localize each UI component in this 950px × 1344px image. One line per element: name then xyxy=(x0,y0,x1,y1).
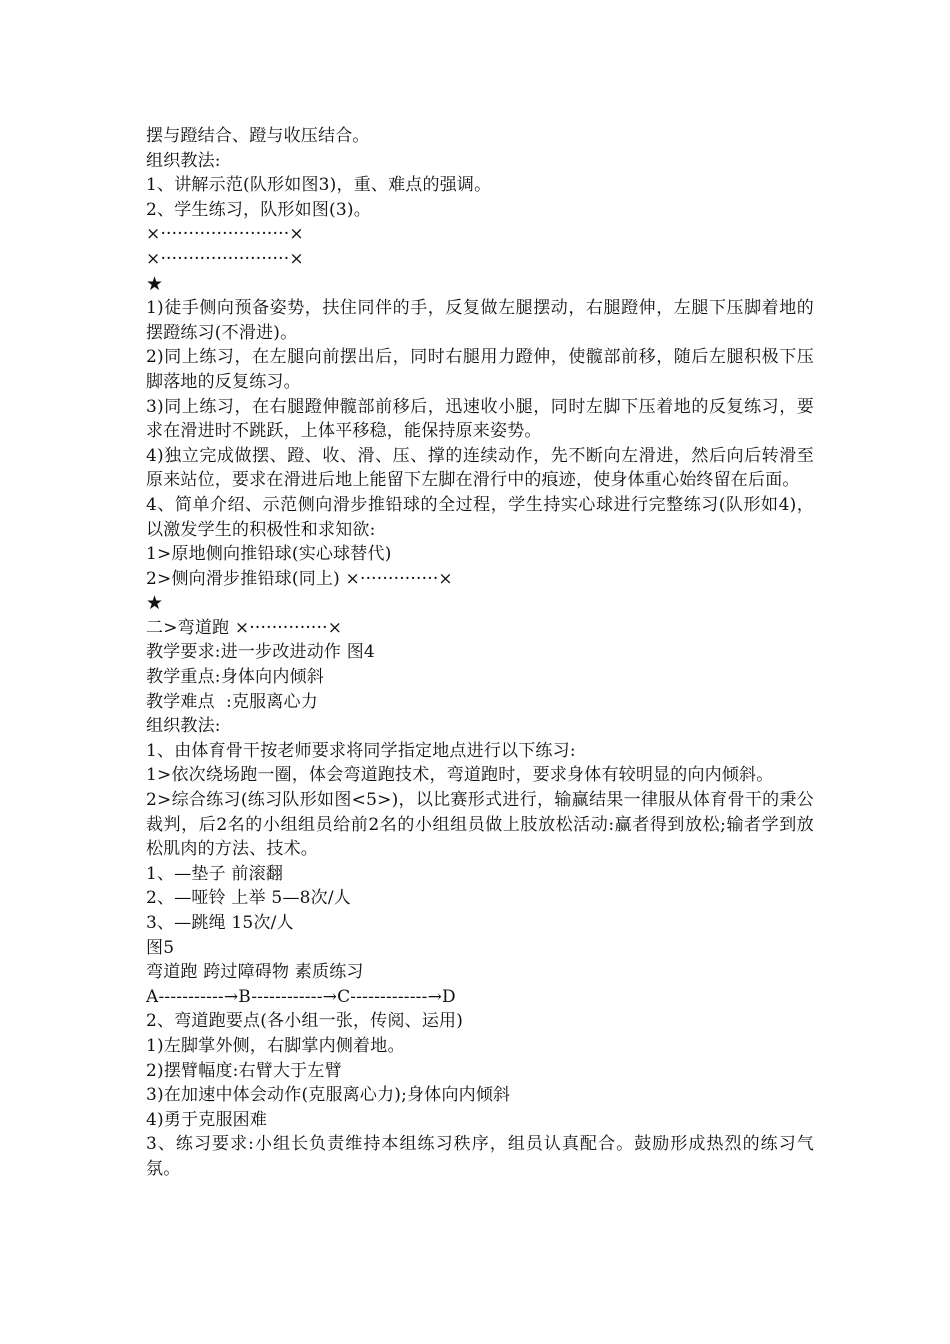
text-line: 二>弯道跑 ×··············× xyxy=(146,617,343,638)
paragraph: 4)独立完成做摆、蹬、收、滑、压、撑的连续动作，先不断向左滑进，然后向后转滑至原来站位，要求在滑进后地上能留下左脚在滑行中的痕迹，使身体重心始终留在后面。 xyxy=(146,445,814,491)
text-line: 2、弯道跑要点(各小组一张，传阅、运用) xyxy=(146,1011,464,1032)
text-line: 2、—哑铃 上举 5—8次/人 xyxy=(146,888,351,909)
paragraph: 3、练习要求:小组长负责维持本组练习秩序，组员认真配合。鼓励形成热烈的练习气氛。 xyxy=(146,1134,814,1179)
paragraph: 1)徒手侧向预备姿势，扶住同伴的手，反复做左腿摆动，右腿蹬伸，左腿下压脚着地的摆蹬练习(不滑进)。 xyxy=(146,298,814,343)
star-icon: ★ xyxy=(146,592,164,615)
text-line: 教学重点:身体向内倾斜 xyxy=(146,667,324,688)
section-heading: 组织教法: xyxy=(146,716,221,737)
formation-line: ×·······················× xyxy=(146,224,304,245)
text-line: 2、学生练习，队形如图(3)。 xyxy=(146,199,371,220)
text-line: 4)勇于克服困难 xyxy=(146,1109,268,1130)
text-line: 2>侧向滑步推铅球(同上) ×··············× xyxy=(146,568,453,589)
text-line: 1、讲解示范(队形如图3)，重、难点的强调。 xyxy=(146,175,492,196)
paragraph: 4、简单介绍、示范侧向滑步推铅球的全过程，学生持实心球进行完整练习(队形如4)，以激发学生的积极性和求知欲: xyxy=(146,494,814,540)
star-icon: ★ xyxy=(146,272,164,295)
text-line: 教学难点 :克服离心力 xyxy=(146,691,318,712)
text-line: 1、—垫子 前滚翻 xyxy=(146,863,284,884)
text-line: 1、由体育骨干按老师要求将同学指定地点进行以下练习: xyxy=(146,740,576,761)
route-diagram-line: A-----------→B------------→C-------------→D xyxy=(146,986,456,1007)
text-line: 2)摆臂幅度:右臂大于左臂 xyxy=(146,1060,342,1081)
text-line: 1)左脚掌外侧，右脚掌内侧着地。 xyxy=(146,1035,405,1056)
paragraph: 2>综合练习(练习队形如图<5>)，以比赛形式进行，输赢结果一律服从体育骨干的秉公裁判，后2名的小组组员给前2名的小组组员做上肢放松活动:赢者得到放松;输者学到放松肌肉的方法、技术。 xyxy=(146,790,814,860)
section-heading: 组织教法: xyxy=(146,150,221,171)
text-line: 教学要求:进一步改进动作 图4 xyxy=(146,642,375,663)
figure-label: 图5 xyxy=(146,937,175,958)
text-line: 3、—跳绳 15次/人 xyxy=(146,913,294,933)
paragraph: 3)同上练习，在右腿蹬伸髋部前移后，迅速收小腿，同时左脚下压着地的反复练习，要求在滑进时不跳跃，上体平移稳，能保持原来姿势。 xyxy=(146,396,814,442)
text-line: 弯道跑 跨过障碍物 素质练习 xyxy=(146,962,364,983)
text-line: 1>原地侧向推铅球(实心球替代) xyxy=(146,544,392,565)
text-line: 1>依次绕场跑一圈，体会弯道跑技术，弯道跑时，要求身体有较明显的向内倾斜。 xyxy=(146,765,774,786)
text-line: 摆与蹬结合、蹬与收压结合。 xyxy=(146,126,370,146)
paragraph: 2)同上练习，在左腿向前摆出后，同时右腿用力蹬伸，使髋部前移，随后左腿积极下压脚落地的反复练习。 xyxy=(146,347,814,392)
text-line: 3)在加速中体会动作(克服离心力);身体向内倾斜 xyxy=(146,1085,511,1106)
formation-line: ×·······················× xyxy=(146,248,304,269)
document-body xyxy=(146,124,814,1182)
